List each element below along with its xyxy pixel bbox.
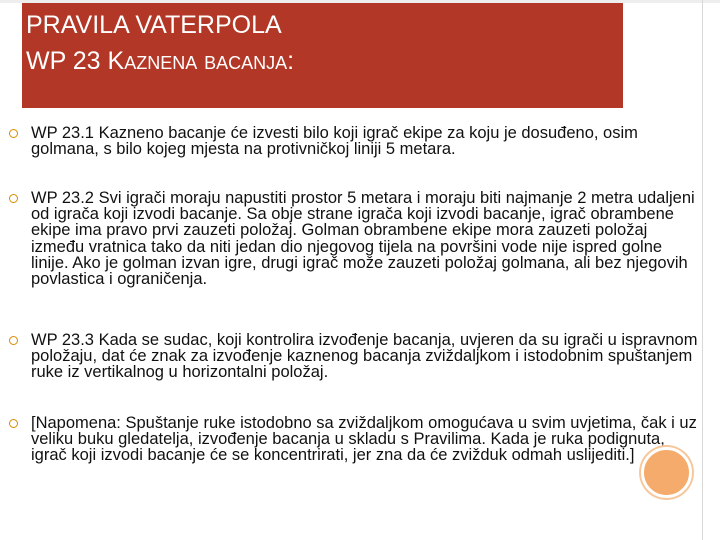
title-banner [22, 3, 623, 108]
circle-bullet-icon [9, 129, 18, 138]
bullet-text: WP 23.2 Svi igrači moraju napustiti prostor 5 metara i moraju biti najmanje 2 metra udaljeni od igrača koji izvodi bacanje. Sa obje strane igrača koji izvodi bacanje, igrač obrambene ekipe ima pravo prvi zauzeti položaj. Golman obrambene ekipe mora zauzeti položaj između vratnica tako da niti jedan dio njegovog tijela na površini vode nije ispred golne linije. Ako je golman izvan igre, drugi igrač može zauzeti položaj golmana, ali bez njegovih povlastica i ograničenja. [31, 189, 695, 289]
slide-title: PRAVILA VATERPOLA [26, 11, 282, 39]
bullet-list [0, 125, 720, 540]
circle-bullet-icon [9, 194, 18, 203]
bullet-text: WP 23.3 Kada se sudac, koji kontrolira izvođenje bacanja, uvjeren da su igrači u ispravnom položaju, dat će znak za izvođenje kaznenog bacanja zviždaljkom i istodobnim spuštanjem ruke iz vertikalnog u horizontalni položaj. [31, 331, 698, 382]
slide-subtitle: WP 23 Kaznena bacanja: [26, 47, 295, 75]
decorative-circle-icon [641, 447, 692, 498]
circle-bullet-icon [9, 419, 18, 428]
circle-bullet-icon [9, 336, 18, 345]
bullet-text: WP 23.1 Kazneno bacanje će izvesti bilo koji igrač ekipe za koju je dosuđeno, osim golmana, s bilo kojeg mjesta na protivničkoj liniji 5 metara. [31, 124, 638, 159]
bullet-text: [Napomena: Spuštanje ruke istodobno sa zviždaljkom omogućava u svim uvjetima, čak i uz veliku buku gledatelja, izvođenje bacanja u skladu s Pravilima. Kada je ruka podignuta, igrač koji izvodi bacanje će se koncentrirati, jer zna da će zvižduk odmah uslijediti.] [31, 414, 697, 465]
